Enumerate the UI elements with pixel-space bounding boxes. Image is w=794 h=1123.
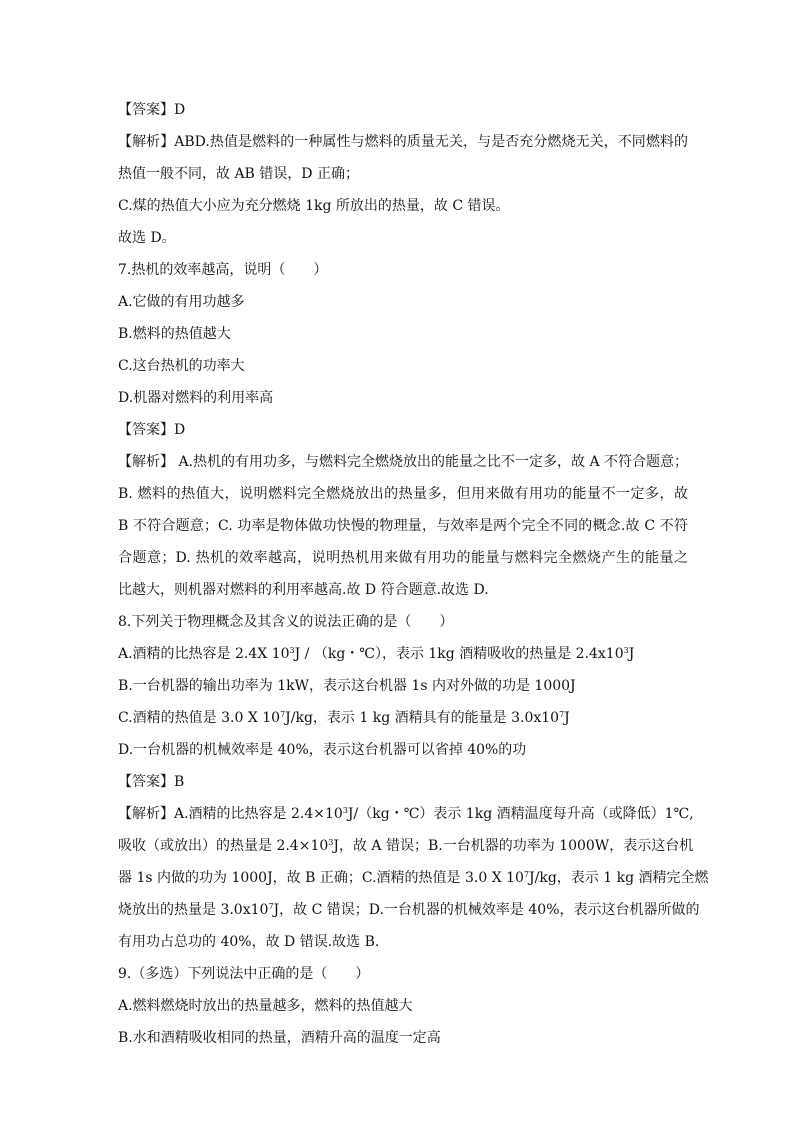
- superscript: 7: [523, 870, 530, 879]
- text-segment: J/（kg・℃）表示 1kg 酒精温度每升高（或降低）1℃,: [347, 806, 694, 822]
- answer-label-q7: 【答案】D: [118, 422, 186, 438]
- analysis-line: 热值一般不同，故 AB 错误，D 正确；: [118, 166, 359, 182]
- option-c: C.这台热机的功率大: [118, 358, 245, 374]
- superscript: 3: [328, 838, 334, 847]
- question-9-stem: 9.（多选）下列说法中正确的是（ ）: [118, 966, 370, 982]
- text-segment: 【解析】A.酒精的比热容是 2.4×10: [118, 806, 343, 822]
- option-c: [118, 708, 688, 728]
- option-d: D.机器对燃料的利用率高: [118, 390, 274, 406]
- analysis-line: [118, 804, 694, 824]
- superscript: 7: [268, 902, 274, 911]
- analysis-line: 【解析】 A.热机的有用功多，与燃料完全燃烧放出的能量之比不一定多，故 A 不符合题意；: [118, 454, 689, 470]
- option-b: B.一台机器的输出功率为 1kW，表示这台机器 1s 内对外做的功是 1000J: [118, 678, 576, 694]
- option-d: D.一台机器的机械效率是 40%，表示这台机器可以省掉 40%的功: [118, 742, 527, 758]
- option-a: A.它做的有用功越多: [118, 294, 245, 310]
- text-segment: J/kg，表示 1 kg 酒精完全燃: [529, 870, 709, 886]
- analysis-line: B. 燃料的热值大，说明燃料完全燃烧放出的热量多，但用来做有用功的能量不一定多，故: [118, 486, 688, 502]
- superscript: 7: [559, 710, 565, 719]
- option-b: B.燃料的热值越大: [118, 326, 231, 342]
- text-segment: J: [628, 646, 635, 662]
- analysis-line: [118, 900, 700, 920]
- answer-label-q8: 【答案】B: [118, 774, 185, 790]
- analysis-line: [118, 836, 694, 856]
- answer-label-q6: 【答案】D: [118, 102, 186, 118]
- superscript: 7: [280, 710, 286, 719]
- text-segment: J/kg，表示 1 kg 酒精具有的能量是 3.0x10: [285, 710, 560, 726]
- text-segment: J，故 A 错误；B.一台机器的功率为 1000W，表示这台机: [333, 838, 694, 854]
- analysis-line: C.煤的热值大小应为充分燃烧 1kg 所放出的热量，故 C 错误。: [118, 198, 510, 214]
- analysis-line: 合题意；D. 热机的效率越高，说明热机用来做有用功的能量与燃料完全燃烧产生的能量之: [118, 550, 688, 566]
- superscript: 3: [289, 646, 295, 655]
- text-segment: J / （kg・℃），表示 1kg 酒精吸收的热量是 2.4x10: [294, 646, 624, 662]
- analysis-line: [118, 868, 709, 888]
- superscript: 3: [623, 646, 629, 655]
- option-a: [118, 644, 688, 664]
- question-7-stem: 7.热机的效率越高，说明（ ）: [118, 262, 328, 278]
- superscript: 3: [342, 806, 348, 815]
- text-segment: J，故 C 错误；D.一台机器的机械效率是 40%，表示这台机器所做的: [273, 902, 700, 918]
- text-segment: C.酒精的热值是 3.0 X 10: [118, 710, 281, 726]
- text-segment: 吸收（或放出）的热量是 2.4×10: [118, 838, 329, 854]
- text-segment: 器 1s 内做的功为 1000J，故 B 正确；C.酒精的热值是 3.0 X 10: [118, 870, 524, 886]
- text-segment: A.酒精的比热容是 2.4X 10: [118, 646, 290, 662]
- conclusion-line: 故选 D。: [118, 230, 176, 246]
- option-b: B.水和酒精吸收相同的热量，酒精升高的温度一定高: [118, 1030, 441, 1046]
- analysis-line: 有用功占总功的 40%，故 D 错误.故选 B.: [118, 934, 380, 950]
- text-segment: J: [564, 710, 570, 726]
- analysis-line: 比越大，则机器对燃料的利用率越高.故 D 符合题意.故选 D.: [118, 582, 489, 598]
- analysis-line: B 不符合题意；C. 功率是物体做功快慢的物理量，与效率是两个完全不同的概念.故 C 不符: [118, 518, 688, 534]
- text-segment: 烧放出的热量是 3.0x10: [118, 902, 269, 918]
- analysis-line: 【解析】ABD.热值是燃料的一种属性与燃料的质量无关，与是否充分燃烧无关，不同燃料的: [118, 134, 688, 150]
- question-8-stem: 8.下列关于物理概念及其含义的说法正确的是（ ）: [118, 614, 454, 630]
- option-a: A.燃料燃烧时放出的热量越多，燃料的热值越大: [118, 998, 413, 1014]
